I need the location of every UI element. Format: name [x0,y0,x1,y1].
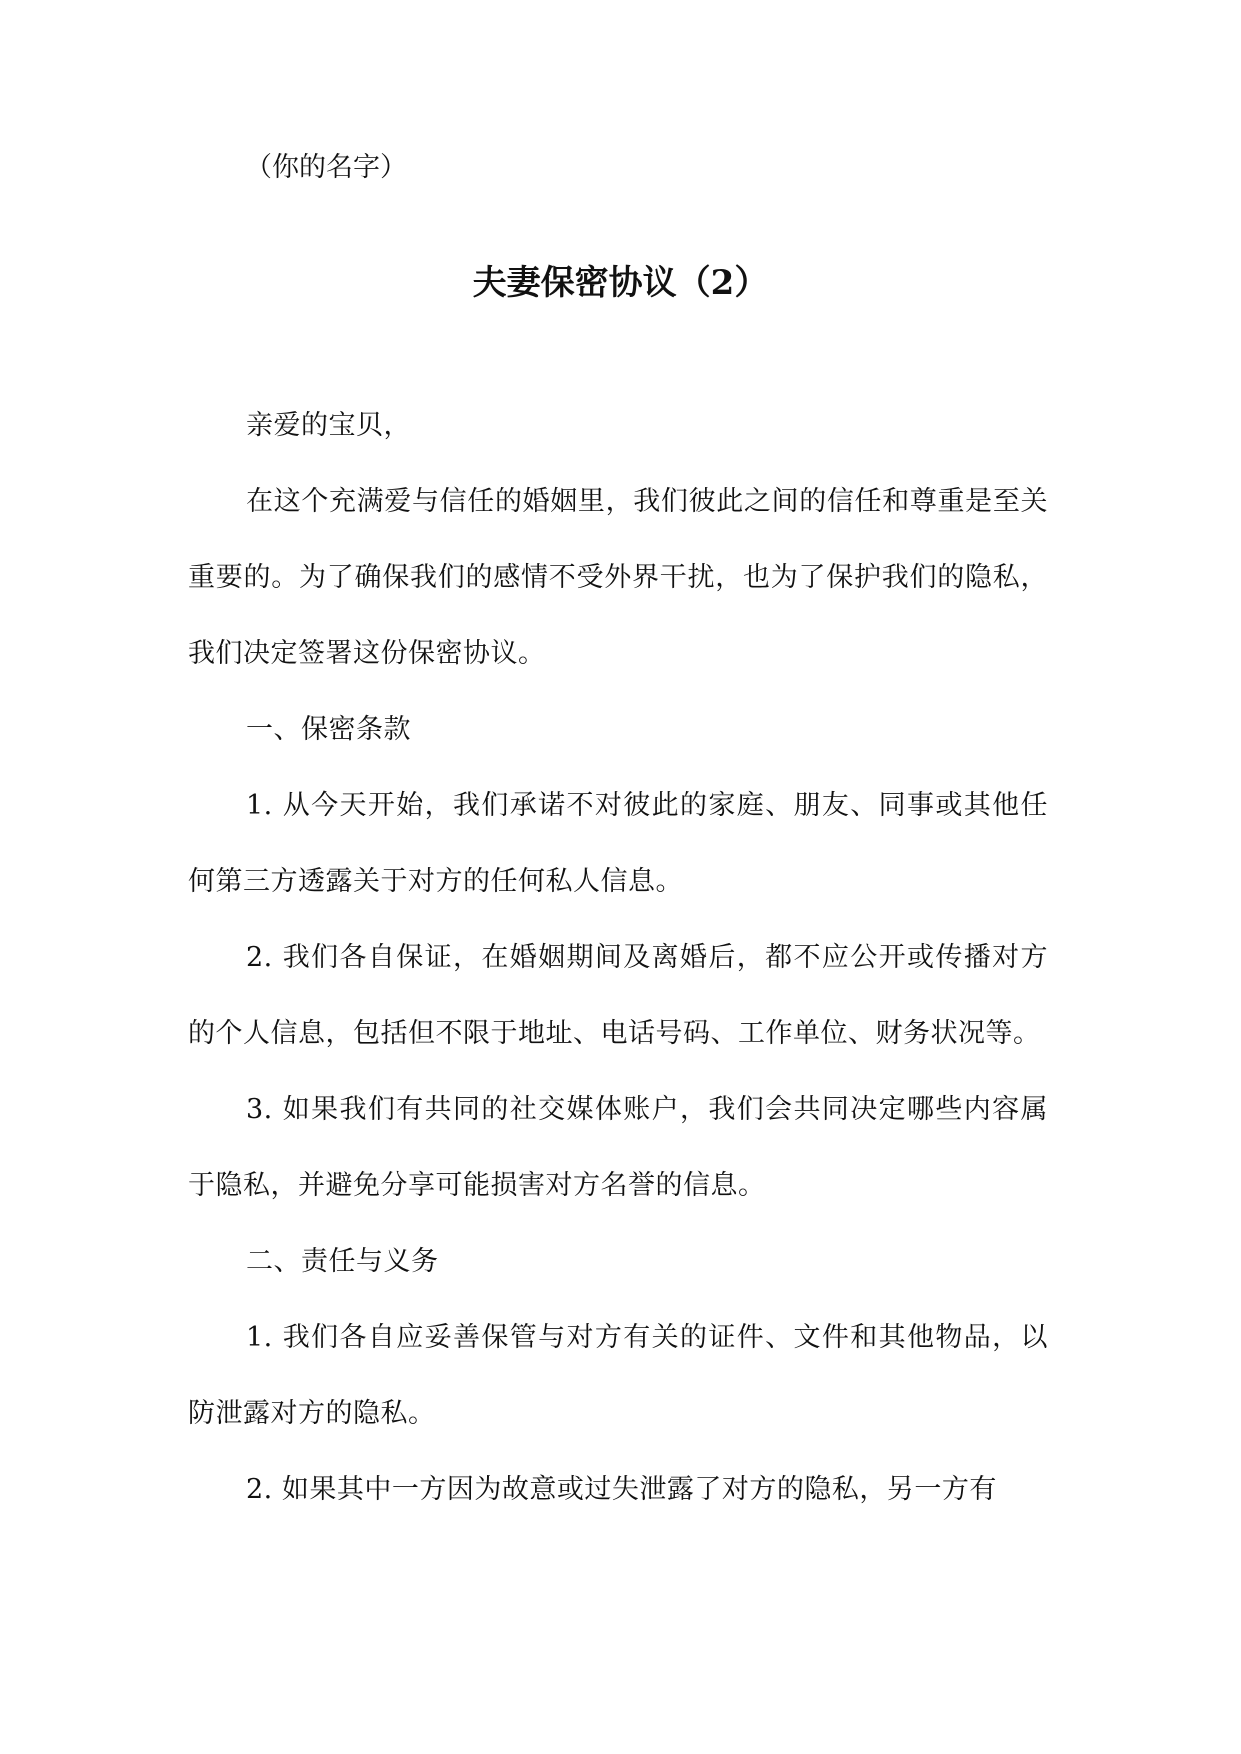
clause-2-1: 1. 我们各自应妥善保管与对方有关的证件、文件和其他物品，以防泄露对方的隐私。 [188,1322,1048,1429]
intro-paragraph: 在这个充满爱与信任的婚姻里，我们彼此之间的信任和尊重是至关重要的。为了确保我们的感情不受外界干扰，也为了保护我们的隐私，我们决定签署这份保密协议。 [188,486,1048,669]
clause-1-1: 1. 从今天开始，我们承诺不对彼此的家庭、朋友、同事或其他任何第三方透露关于对方的任何私人信息。 [188,790,1048,897]
section-heading-confidentiality: 一、保密条款 [246,714,411,745]
clause-1-3: 3. 如果我们有共同的社交媒体账户，我们会共同决定哪些内容属于隐私，并避免分享可能损害对方名誉的信息。 [188,1094,1048,1201]
name-placeholder: （你的名字） [245,152,407,183]
document-body [188,388,1048,1528]
document-title: 夫妻保密协议（2） [472,263,769,303]
section-heading-responsibilities: 二、责任与义务 [246,1246,439,1277]
clause-2-2: 2. 如果其中一方因为故意或过失泄露了对方的隐私，另一方有 [246,1474,997,1505]
clause-1-2: 2. 我们各自保证，在婚姻期间及离婚后，都不应公开或传播对方的个人信息，包括但不限于地址、电话号码、工作单位、财务状况等。 [188,942,1048,1049]
salutation: 亲爱的宝贝， [246,410,411,441]
